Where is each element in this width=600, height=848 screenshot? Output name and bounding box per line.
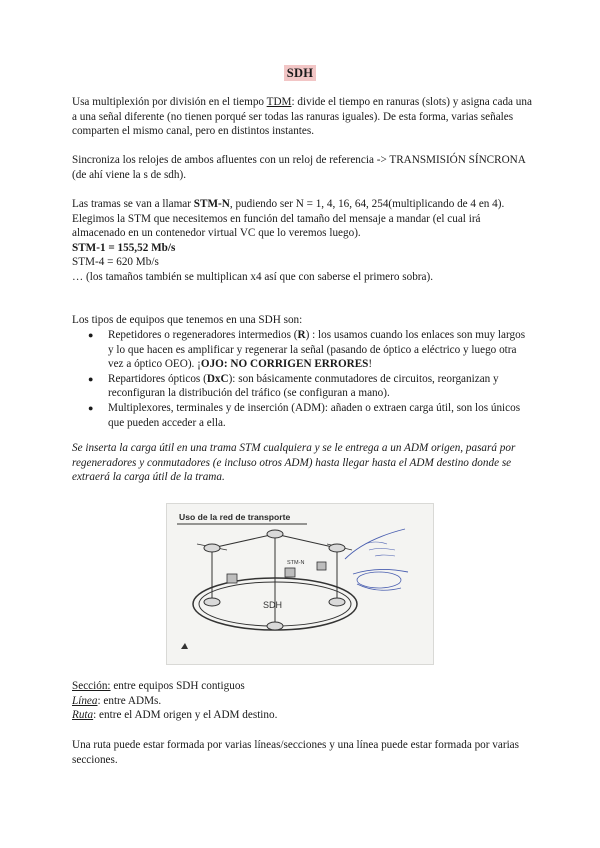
- figure-caption: Uso de la red de transporte: [179, 512, 291, 522]
- paragraph-final: Una ruta puede estar formada por varias líneas/secciones y una línea puede estar formada por varias secciones.: [72, 739, 519, 766]
- stm-post: , pudiendo ser N = 1, 4, 16, 64, 254(multiplicando de 4 en 4).: [229, 198, 505, 210]
- warning-text: OJO: NO CORRIGEN ERRORES: [200, 358, 369, 371]
- bullet-icon: ●: [88, 330, 94, 340]
- stm-note: … (los tamaños también se multiplican x4 así que con saberse el primero sobra).: [72, 270, 434, 283]
- bullet-icon: ●: [88, 373, 94, 384]
- definitions: [72, 679, 532, 723]
- diagram-sdh-label: SDH: [263, 600, 283, 610]
- def-ruta-text: : entre el ADM origen y el ADM destino.: [93, 709, 278, 722]
- diagram-stm-label: STM-N: [287, 560, 305, 566]
- stm-1-rate: STM-1 = 155,52 Mb/s: [72, 241, 176, 254]
- stm-line2: Elegimos la STM que necesitemos en función del tamaño del mensaje a mandar (el cual irá almacenado en un contenedor virtual VC que lo veremos luego).: [72, 212, 481, 240]
- page-title: [0, 64, 600, 82]
- stm-4-rate: STM-4 = 620 Mb/s: [72, 256, 159, 269]
- def-seccion-term: Sección:: [72, 680, 111, 692]
- paragraph-stm: [72, 197, 532, 285]
- equipment-list: [72, 328, 532, 430]
- list-item: ● Multiplexores, terminales y de inserción (ADM): añaden o extraen carga útil, son los únicos que pueden acceder a ella.: [88, 401, 521, 429]
- paragraph-tdm: [72, 95, 532, 139]
- tdm-post: : divide el tiempo en ranuras (slots) y asigna cada una a una señal diferente (no tienen porqué ser todas las ranuras iguales). De esta forma, varias señales comparten el mismo canal, pero en distintos instantes.: [72, 96, 532, 138]
- stm-n-term: STM-N: [193, 198, 230, 210]
- tdm-term: TDM: [266, 96, 292, 108]
- list-item: ● Repartidores ópticos (DxC): son básicamente conmutadores de circuitos, reorganizan y reconfiguran la distribución del tráfico (se configuran a mano).: [88, 372, 499, 400]
- paragraph-equipos-intro: Los tipos de equipos que tenemos en una SDH son:: [72, 314, 303, 326]
- network-diagram-photo: [166, 503, 434, 665]
- title-highlight: SDH: [284, 65, 317, 81]
- paragraph-sync: Sincroniza los relojes de ambos afluentes con un reloj de referencia -> TRANSMISIÓN SÍNCRONA (de ahí viene la s de sdh).: [72, 154, 526, 181]
- ring-diagram: [167, 504, 433, 664]
- stm-pre: Las tramas se van a llamar: [72, 198, 194, 210]
- tdm-pre: Usa multiplexión por división en el tiempo: [72, 96, 267, 108]
- paragraph-italic-summary: Se inserta la carga útil en una trama STM cualquiera y se le entrega a un ADM origen, pasará por regeneradores y conmutadores (e incluso otros ADM) hasta llegar hasta el ADM destino donde se extraerá la carga útil de la trama.: [72, 442, 516, 484]
- def-ruta-term: Ruta: [72, 709, 94, 722]
- def-linea-text: : entre ADMs.: [97, 694, 162, 707]
- def-linea-term: Línea: [72, 694, 98, 707]
- list-item: ● Repetidores o regeneradores intermedios (R) : los usamos cuando los enlaces son muy largos y lo que hacen es amplificar y regenerar la señal (pasando de óptico a eléctrico y luego otra vez a óptico OEO). ¡OJO: NO CORRIGEN ERRORES!: [88, 329, 526, 371]
- def-seccion-text: entre equipos SDH contiguos: [110, 680, 245, 692]
- bullet-icon: ●: [88, 402, 94, 413]
